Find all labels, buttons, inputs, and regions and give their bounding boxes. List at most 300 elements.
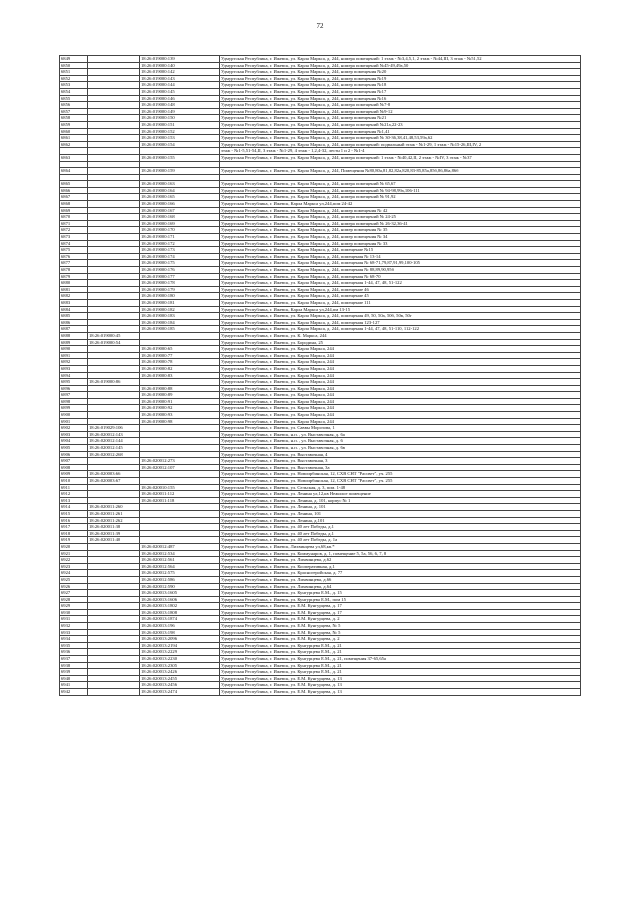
table-row (60, 550, 581, 557)
building-cadastral-number-cell: 18:26:020013:2194 (140, 642, 220, 649)
land-cadastral-number-cell: 18:26:020003:67 (88, 478, 140, 485)
row-number-cell: 6918 (60, 530, 88, 537)
land-cadastral-number-cell (88, 392, 140, 399)
address-cell: Удмуртская Республика, г. Ижевск, ул. Карла Маркса, д. 244, помещения 1-44, 47, 48, 51-110, 112-122 (220, 326, 581, 333)
building-cadastral-number-cell: 18:26:020012:575 (140, 570, 220, 577)
row-number-cell: 6863 (60, 154, 88, 161)
address-cell: Удмуртская Республика, г. Ижевск, ул. Карла Маркса, 244 (220, 365, 581, 372)
land-cadastral-number-cell (88, 234, 140, 241)
table-row (60, 491, 581, 498)
land-cadastral-number-cell (88, 590, 140, 597)
table-row (60, 478, 581, 485)
address-cell: Удмуртская Республика, г. Ижевск, ул. Карла Маркса, д. 244, номера помещений № 26-32,36-41 (220, 220, 581, 227)
address-cell: Удмуртская Республика, г. Ижевск, ул. Е.М. Кунгурцева, № 5 (220, 623, 581, 630)
address-cell: Удмуртская Республика, г. Ижевск, ул. Е.М. Кунгурцева, д. 2 (220, 636, 581, 643)
land-cadastral-number-cell (88, 458, 140, 465)
row-number-cell: 6923 (60, 563, 88, 570)
row-number-cell: 6860 (60, 128, 88, 135)
table-row (60, 82, 581, 89)
table-row (60, 62, 581, 69)
building-cadastral-number-cell: 18:26:019000:77 (140, 352, 220, 359)
address-cell: Удмуртская Республика, г. Ижевск, ул. Карла Маркса, д. 244, номер помещения № 34 (220, 234, 581, 241)
building-cadastral-number-cell: 18:26:020013:2426 (140, 669, 220, 676)
address-cell: Удмуртская Республика, г. Ижевск, ул. Карла Маркса, д. 244, номера помещений № 30-36,38,41,48,53,59а,62 (220, 135, 581, 142)
land-cadastral-number-cell (88, 82, 140, 89)
building-cadastral-number-cell: 18:26:019000:163 (140, 181, 220, 188)
table-row (60, 682, 581, 689)
row-number-cell: 6940 (60, 675, 88, 682)
table-row (60, 458, 581, 465)
land-cadastral-number-cell (88, 181, 140, 188)
land-cadastral-number-cell (88, 385, 140, 392)
building-cadastral-number-cell: 18:26:019000:164 (140, 187, 220, 194)
address-cell: Удмуртская Республика, г. Ижевск, ул. Карла Маркса, д. 244, номер помещения №16 (220, 95, 581, 102)
address-cell: Удмуртская Республика, г. Ижевск, ул. Карла Маркса, д. 244, помещения 49, 50, 50а, 50б, 50в, 50г (220, 313, 581, 320)
row-number-cell: 6855 (60, 95, 88, 102)
address-cell: Удмуртская Республика, г. Ижевск, ул. 40 лет Победы, д.1 (220, 530, 581, 537)
land-cadastral-number-cell (88, 88, 140, 95)
address-cell (220, 161, 581, 168)
table-row (60, 247, 581, 254)
land-cadastral-number-cell (88, 168, 140, 175)
address-cell: Удмуртская Республика, г. Ижевск, ул. Красногеройская, д. 77 (220, 570, 581, 577)
address-cell: Удмуртская Республика, г. Ижевск, ул. Карла Маркса, д. 244, номера помещений № 24-25 (220, 214, 581, 221)
table-row (60, 280, 581, 287)
row-number-cell: 6897 (60, 392, 88, 399)
building-cadastral-number-cell: 18:26:020013:2230 (140, 656, 220, 663)
row-number-cell: 6941 (60, 682, 88, 689)
address-cell: Удмуртская Республика, г. Ижевск, ул. Карла Маркса, 244 (220, 359, 581, 366)
building-cadastral-number-cell: 18:26:019000:174 (140, 253, 220, 260)
table-row (60, 425, 581, 432)
table-row (60, 451, 581, 458)
building-cadastral-number-cell: 18:26:019000:92 (140, 405, 220, 412)
building-cadastral-number-cell: 18:26:020011:112 (140, 491, 220, 498)
row-number-cell: 6924 (60, 570, 88, 577)
table-row (60, 656, 581, 663)
building-cadastral-number-cell: 18:26:019000:172 (140, 240, 220, 247)
land-cadastral-number-cell: 18:26:020011:40 (88, 537, 140, 544)
table-row (60, 207, 581, 214)
land-cadastral-number-cell (88, 194, 140, 201)
table-row (60, 669, 581, 676)
row-number-cell: 6936 (60, 649, 88, 656)
table-row (60, 352, 581, 359)
address-cell: Удмуртская Республика, г. Ижевск, ул. Карла Маркса, д. 244, номера помещений: подвальный этаж - №1-29, 1 этаж - №15-26,III,IV, 2 (220, 141, 581, 148)
row-number-cell: 6881 (60, 286, 88, 293)
table-row (60, 128, 581, 135)
address-cell: этаж - №1-5,51-54,II, 3 этаж - №1-29, 4 этаж - 1,2,4-32, лестн 1 и 2 - №1-4 (220, 148, 581, 155)
land-cadastral-number-cell: 18:26:020012:145 (88, 445, 140, 452)
row-number-cell: 6912 (60, 491, 88, 498)
address-cell: Удмуртская Республика, г. Ижевск, ул. Карла Маркса, 244 (220, 392, 581, 399)
building-cadastral-number-cell: 18:26:019000:151 (140, 121, 220, 128)
land-cadastral-number-cell (88, 154, 140, 161)
address-cell: Удмуртская Республика, г. Ижевск, ул. Карла Маркса, д. 244, номера помещений № 65,67 (220, 181, 581, 188)
row-number-cell (60, 148, 88, 155)
land-cadastral-number-cell (88, 609, 140, 616)
address-cell: Удмуртская Республика, г. Ижевск, ул. Карла Маркса, д. 244, номера помещений №9-12 (220, 108, 581, 115)
table-row (60, 662, 581, 669)
building-cadastral-number-cell (140, 445, 220, 452)
row-number-cell: 6942 (60, 689, 88, 696)
land-cadastral-number-cell (88, 161, 140, 168)
building-cadastral-number-cell (140, 517, 220, 524)
address-cell: Удмуртская Республика, г. Ижевск, ул. Бородина, 25 (220, 339, 581, 346)
land-cadastral-number-cell: 18:26:019000:54 (88, 339, 140, 346)
register-table (59, 55, 581, 696)
building-cadastral-number-cell: 18:26:020013:1605 (140, 590, 220, 597)
land-cadastral-number-cell (88, 563, 140, 570)
address-cell: Удмуртская Республика, г. Ижевск, ул. 40 лет Победы, д. 1а (220, 537, 581, 544)
row-number-cell: 6929 (60, 603, 88, 610)
address-cell: Удмуртская Республика, г. Ижевск, ул. Карла Маркса, 244 (220, 372, 581, 379)
building-cadastral-number-cell: 18:26:020012:534 (140, 550, 220, 557)
land-cadastral-number-cell (88, 689, 140, 696)
land-cadastral-number-cell (88, 299, 140, 306)
row-number-cell: 6850 (60, 62, 88, 69)
row-number-cell: 6920 (60, 543, 88, 550)
row-number-cell: 6899 (60, 405, 88, 412)
table-row (60, 636, 581, 643)
land-cadastral-number-cell (88, 128, 140, 135)
address-cell: Удмуртская Республика, г. Ижевск, ул. Карла Маркса, д. 244, помещения 123-127 (220, 319, 581, 326)
table-row (60, 108, 581, 115)
table-row (60, 372, 581, 379)
row-number-cell: 6853 (60, 82, 88, 89)
table-row (60, 530, 581, 537)
row-number-cell: 6859 (60, 121, 88, 128)
address-cell: Удмуртская Республика, г. Ижевск, ул. Сельская, д. 3, пом. 1-48 (220, 484, 581, 491)
address-cell: Удмуртская Республика, г. Ижевск, ул. Кунгурцева Е.М., д. 21 (220, 642, 581, 649)
building-cadastral-number-cell (140, 161, 220, 168)
table-row (60, 590, 581, 597)
row-number-cell: 6884 (60, 306, 88, 313)
page-number: 72 (316, 22, 324, 30)
address-cell: Удмуртская Республика, г. Ижевск, н.п. , ул. Выставочная, д. 6а (220, 431, 581, 438)
building-cadastral-number-cell (140, 524, 220, 531)
building-cadastral-number-cell: 18:26:019000:166 (140, 201, 220, 208)
row-number-cell: 6867 (60, 194, 88, 201)
building-cadastral-number-cell: 18:26:019000:159 (140, 168, 220, 175)
table-row (60, 596, 581, 603)
address-cell: Удмуртская Республика, г. Ижевск, ул. Е.М. Кунгурцева, д. 13 (220, 682, 581, 689)
row-number-cell: 6887 (60, 326, 88, 333)
land-cadastral-number-cell (88, 557, 140, 564)
land-cadastral-number-cell (88, 286, 140, 293)
building-cadastral-number-cell (140, 379, 220, 386)
address-cell: Удмуртская Республика, г. Ижевск, ул. Карла Маркса, д. 244, помещение 45 (220, 293, 581, 300)
row-number-cell: 6877 (60, 260, 88, 267)
address-cell: Удмуртская Республика, г. Ижевск, ул. Карла Маркса, д. 244, помещения 1-44, 47, 48, 51-122 (220, 280, 581, 287)
table-row (60, 504, 581, 511)
address-cell: Удмуртская Республика, г. Ижевск, ул. Карла Маркса, д. 244, номера помещений №7-8 (220, 102, 581, 109)
table-row (60, 56, 581, 63)
row-number-cell: 6908 (60, 464, 88, 471)
building-cadastral-number-cell: 18:26:019000:149 (140, 108, 220, 115)
building-cadastral-number-cell: 18:26:019000:171 (140, 234, 220, 241)
address-cell: Удмуртская Республика, г. Ижевск, ул. Карла Маркса, д. 244, Помещения №80,80а,81,82,82а,820,83-85,85а,85б,86,86а,86б (220, 168, 581, 175)
table-row (60, 220, 581, 227)
row-number-cell: 6901 (60, 418, 88, 425)
row-number-cell: 6870 (60, 214, 88, 221)
building-cadastral-number-cell (140, 332, 220, 339)
address-cell: Удмуртская Республика, г. Ижевск, ул. Карла Маркса, д. 244, помещения № 88,89,90,95б (220, 267, 581, 274)
land-cadastral-number-cell (88, 629, 140, 636)
land-cadastral-number-cell (88, 497, 140, 504)
row-number-cell: 6849 (60, 56, 88, 63)
table-row (60, 174, 581, 181)
address-cell: Удмуртская Республика, г. Ижевск, ул. Ленина ул,12,кв Нежилое помещение (220, 491, 581, 498)
building-cadastral-number-cell (140, 174, 220, 181)
table-row (60, 405, 581, 412)
table-row (60, 273, 581, 280)
land-cadastral-number-cell (88, 484, 140, 491)
building-cadastral-number-cell: 18:26:020013:1606 (140, 596, 220, 603)
land-cadastral-number-cell: 18:26:019029:106 (88, 425, 140, 432)
building-cadastral-number-cell: 18:26:019000:176 (140, 267, 220, 274)
address-cell: Удмуртская Республика, г. Ижевск, ул. Выставочная, 3а (220, 464, 581, 471)
building-cadastral-number-cell: 18:26:020012:107 (140, 464, 220, 471)
table-row (60, 675, 581, 682)
building-cadastral-number-cell: 18:26:020013:1874 (140, 616, 220, 623)
building-cadastral-number-cell: 18:26:020013:2229 (140, 649, 220, 656)
row-number-cell: 6903 (60, 431, 88, 438)
land-cadastral-number-cell (88, 656, 140, 663)
building-cadastral-number-cell: 18:26:020012:564 (140, 563, 220, 570)
table-row (60, 484, 581, 491)
building-cadastral-number-cell: 18:26:019000:184 (140, 319, 220, 326)
address-cell: Удмуртская Республика, г. Ижевск, ул. Карла Маркса, д. 244, помещения № 68-71,79,87,91,99,100-105 (220, 260, 581, 267)
land-cadastral-number-cell (88, 576, 140, 583)
table-row (60, 524, 581, 531)
table-row (60, 398, 581, 405)
address-cell: Удмуртская Республика, г. Ижевск, ул. Ленина, д. 101 (220, 504, 581, 511)
table-row (60, 464, 581, 471)
address-cell: Удмуртская Республика, г. Ижевск, ул. 40 лет Победы, д.1 (220, 524, 581, 531)
land-cadastral-number-cell (88, 135, 140, 142)
address-cell: Удмуртская Республика, г. Ижевск, ул. Карла Маркса, д. 244, номера помещений № 94-98,99а,106-111 (220, 187, 581, 194)
land-cadastral-number-cell (88, 102, 140, 109)
register-table-body (60, 56, 581, 696)
land-cadastral-number-cell (88, 669, 140, 676)
land-cadastral-number-cell (88, 141, 140, 148)
land-cadastral-number-cell (88, 326, 140, 333)
land-cadastral-number-cell (88, 412, 140, 419)
building-cadastral-number-cell: 18:26:020010:155 (140, 484, 220, 491)
table-row (60, 365, 581, 372)
building-cadastral-number-cell: 18:26:019000:93 (140, 412, 220, 419)
land-cadastral-number-cell: 18:26:020011:39 (88, 530, 140, 537)
building-cadastral-number-cell: 18:26:019000:183 (140, 313, 220, 320)
address-cell: Удмуртская Республика, г. Ижевск, ул. Е.М. Кунгурцева, д. 17 (220, 609, 581, 616)
row-number-cell: 6864 (60, 168, 88, 175)
land-cadastral-number-cell (88, 464, 140, 471)
land-cadastral-number-cell (88, 207, 140, 214)
building-cadastral-number-cell: 18:26:019000:150 (140, 115, 220, 122)
row-number-cell: 6886 (60, 319, 88, 326)
row-number-cell: 6874 (60, 240, 88, 247)
building-cadastral-number-cell: 18:26:019000:83 (140, 372, 220, 379)
address-cell: Удмуртская Республика, г. Ижевск, ул. Карла Маркса, д. 244, номера помещений № 91,92 (220, 194, 581, 201)
building-cadastral-number-cell: 18:26:019000:152 (140, 128, 220, 135)
row-number-cell: 6865 (60, 181, 88, 188)
land-cadastral-number-cell (88, 359, 140, 366)
table-row (60, 135, 581, 142)
land-cadastral-number-cell (88, 214, 140, 221)
address-cell: Удмуртская Республика, г. Ижевск, ул. Кунгурцева Е.М., пом 15 (220, 596, 581, 603)
building-cadastral-number-cell (140, 339, 220, 346)
building-cadastral-number-cell: 18:26:019000:145 (140, 88, 220, 95)
table-row (60, 563, 581, 570)
land-cadastral-number-cell (88, 642, 140, 649)
address-cell: Удмуртская Республика, г. Ижевск, н.п. , ул. Выставочная, д. 6в (220, 445, 581, 452)
land-cadastral-number-cell (88, 352, 140, 359)
building-cadastral-number-cell: 18:26:019000:165 (140, 194, 220, 201)
table-row (60, 537, 581, 544)
building-cadastral-number-cell: 18:26:019000:140 (140, 62, 220, 69)
row-number-cell: 6931 (60, 616, 88, 623)
land-cadastral-number-cell: 18:26:020012:268 (88, 451, 140, 458)
land-cadastral-number-cell (88, 220, 140, 227)
land-cadastral-number-cell (88, 253, 140, 260)
row-number-cell: 6891 (60, 352, 88, 359)
row-number-cell: 6906 (60, 451, 88, 458)
table-row (60, 379, 581, 386)
row-number-cell: 6904 (60, 438, 88, 445)
row-number-cell: 6893 (60, 365, 88, 372)
address-cell: Удмуртская Республика, г. Ижевск, ул. Карла Маркса, д. 244, номер помещения № 33 (220, 240, 581, 247)
land-cadastral-number-cell (88, 543, 140, 550)
address-cell: Удмуртская Республика, г. Ижевск, ул. Новоирбинская, 12, СХВ СНТ "Рассвет", уч. 255 (220, 478, 581, 485)
row-number-cell: 6856 (60, 102, 88, 109)
building-cadastral-number-cell: 18:26:019000:177 (140, 273, 220, 280)
address-cell: Удмуртская Республика, г. Ижевск, ул. Карла Маркса, д. 244, номер помещения №17 (220, 88, 581, 95)
address-cell: Удмуртская Республика, г. Ижевск, Лихвинцева ул,68,кв.* (220, 543, 581, 550)
row-number-cell: 6930 (60, 609, 88, 616)
row-number-cell: 6921 (60, 550, 88, 557)
table-row (60, 260, 581, 267)
building-cadastral-number-cell: 18:26:020013:198 (140, 629, 220, 636)
row-number-cell (60, 161, 88, 168)
table-row (60, 445, 581, 452)
land-cadastral-number-cell (88, 201, 140, 208)
building-cadastral-number-cell: 18:26:020012:590 (140, 583, 220, 590)
address-cell (220, 174, 581, 181)
table-row (60, 240, 581, 247)
address-cell: Удмуртская Республика, г. Ижевск, ул. Карла Маркса, 244 (220, 418, 581, 425)
address-cell: Удмуртская Республика, г. Ижевск, ул. Е.М. Кунгурцева, д. 17 (220, 603, 581, 610)
address-cell: Удмуртская Республика, г. Ижевск, ул. Коммунаров, д. 1, помещение 5, 5а, 56, 6, 7, 8 (220, 550, 581, 557)
table-row (60, 168, 581, 175)
land-cadastral-number-cell (88, 583, 140, 590)
row-number-cell: 6892 (60, 359, 88, 366)
table-row (60, 75, 581, 82)
row-number-cell: 6895 (60, 379, 88, 386)
row-number-cell: 6914 (60, 504, 88, 511)
table-row (60, 332, 581, 339)
table-row (60, 418, 581, 425)
land-cadastral-number-cell (88, 95, 140, 102)
address-cell: Удмуртская Республика, г. Ижевск, ул. Лихвинцева, д.62 (220, 557, 581, 564)
land-cadastral-number-cell: 18:26:020011:38 (88, 524, 140, 531)
address-cell: Удмуртская Республика, г. Ижевск, ул. Карла Маркса, д. 244, номера помещений №45-49,49а,50 (220, 62, 581, 69)
address-cell: Удмуртская Республика, г. Ижевск, ул. Карла Маркса, д. 244, номера помещений №21а,22-23 (220, 121, 581, 128)
land-cadastral-number-cell (88, 319, 140, 326)
address-cell: Удмуртская Республика, г. Ижевск, ул. Карла Маркса, д. 244, помещения № 13-14 (220, 253, 581, 260)
building-cadastral-number-cell: 18:26:019000:146 (140, 95, 220, 102)
table-row (60, 234, 581, 241)
row-number-cell (60, 174, 88, 181)
row-number-cell: 6890 (60, 346, 88, 353)
table-row (60, 161, 581, 168)
building-cadastral-number-cell: 18:26:019000:167 (140, 207, 220, 214)
table-row (60, 689, 581, 696)
row-number-cell: 6871 (60, 220, 88, 227)
table-row (60, 286, 581, 293)
table-row (60, 412, 581, 419)
table-row (60, 227, 581, 234)
land-cadastral-number-cell: 18:26:020003:66 (88, 471, 140, 478)
building-cadastral-number-cell: 18:26:019000:170 (140, 227, 220, 234)
land-cadastral-number-cell (88, 69, 140, 76)
table-row (60, 583, 581, 590)
land-cadastral-number-cell (88, 115, 140, 122)
row-number-cell: 6878 (60, 267, 88, 274)
row-number-cell: 6933 (60, 629, 88, 636)
building-cadastral-number-cell: 18:26:020012:487 (140, 543, 220, 550)
building-cadastral-number-cell (140, 471, 220, 478)
building-cadastral-number-cell: 18:26:020013:2474 (140, 689, 220, 696)
table-row (60, 267, 581, 274)
land-cadastral-number-cell (88, 550, 140, 557)
row-number-cell: 6872 (60, 227, 88, 234)
address-cell: Удмуртская Республика, г. Ижевск, ул. Карла Маркса, д. 244, номера помещений: 1 этаж - №3,4,5,1, 2 этаж - №44,III, 3 этаж - №51,52 (220, 56, 581, 63)
table-row (60, 214, 581, 221)
land-cadastral-number-cell: 18:26:020011:261 (88, 510, 140, 517)
building-cadastral-number-cell (140, 148, 220, 155)
address-cell: Удмуртская Республика, г. Ижевск, ул. Карла Маркса, д. 244, помещения № 68-70 (220, 273, 581, 280)
land-cadastral-number-cell (88, 603, 140, 610)
building-cadastral-number-cell (140, 537, 220, 544)
building-cadastral-number-cell: 18:26:020013:2455 (140, 675, 220, 682)
building-cadastral-number-cell: 18:26:019000:139 (140, 56, 220, 63)
table-row (60, 497, 581, 504)
row-number-cell: 6910 (60, 478, 88, 485)
address-cell: Удмуртская Республика, г. Ижевск, ул. Саввы Морозова, 1 (220, 425, 581, 432)
address-cell: Удмуртская Республика, г. Ижевск, ул. Карла Маркса, д. 244, помещение №15 (220, 247, 581, 254)
land-cadastral-number-cell (88, 267, 140, 274)
table-row (60, 95, 581, 102)
building-cadastral-number-cell: 18:26:019000:142 (140, 69, 220, 76)
land-cadastral-number-cell (88, 491, 140, 498)
building-cadastral-number-cell: 18:26:019000:89 (140, 392, 220, 399)
building-cadastral-number-cell: 18:26:020012:273 (140, 458, 220, 465)
building-cadastral-number-cell: 18:26:019000:155 (140, 154, 220, 161)
address-cell: Удмуртская Республика, г. Ижевск, ул. Карла Маркса, д. 244, номер помещения №1,41 (220, 128, 581, 135)
land-cadastral-number-cell (88, 174, 140, 181)
address-cell: Удмуртская Республика, г. Ижевск, ул. Карла Маркса, д. 244, номер помещения №20 (220, 69, 581, 76)
row-number-cell: 6852 (60, 75, 88, 82)
table-row (60, 570, 581, 577)
land-cadastral-number-cell (88, 148, 140, 155)
table-row (60, 385, 581, 392)
table-row (60, 181, 581, 188)
row-number-cell: 6907 (60, 458, 88, 465)
building-cadastral-number-cell: 18:26:020011:118 (140, 497, 220, 504)
address-cell: Удмуртская Республика, г. Ижевск, ул. Кунгурцева Е.М., д. 21 (220, 669, 581, 676)
land-cadastral-number-cell (88, 75, 140, 82)
